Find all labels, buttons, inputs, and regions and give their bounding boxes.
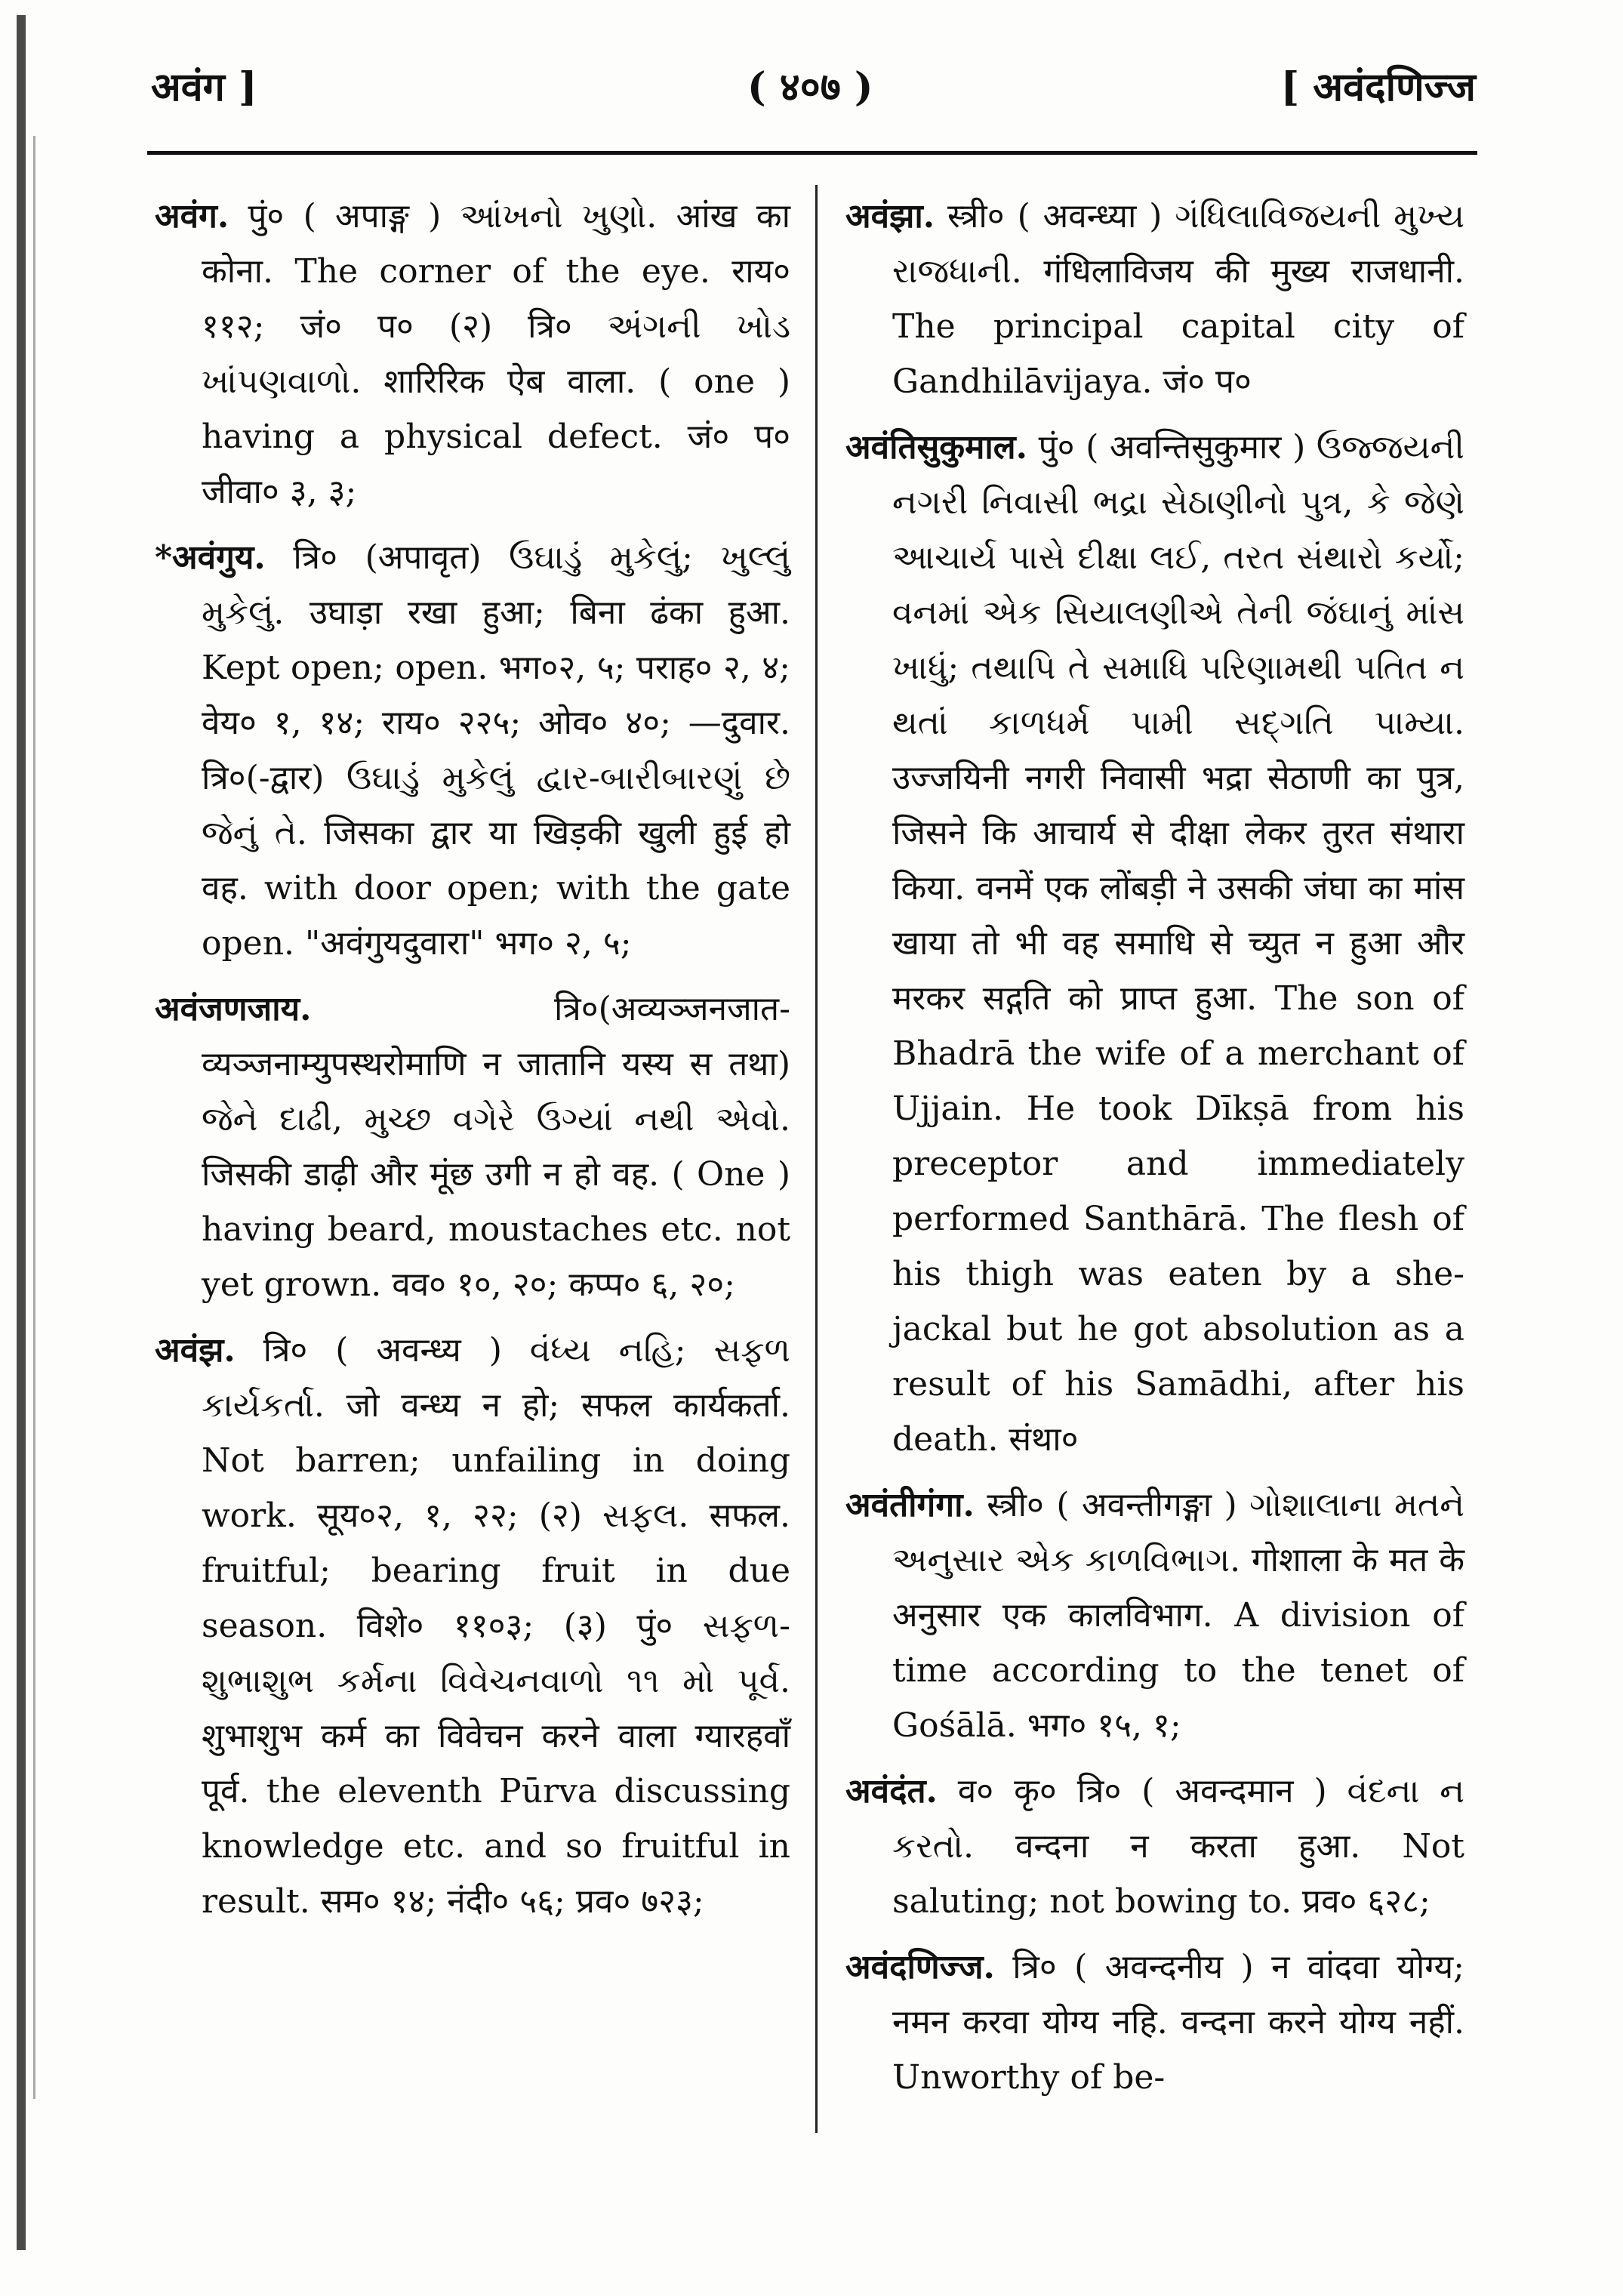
entry-headword: अवंझ. <box>155 1331 236 1370</box>
entry-headword: अवंतिसुकुमाल. <box>845 428 1027 467</box>
binding-edge-shadow <box>33 136 35 2099</box>
entry-definition: स्त्री० ( अवन्ध्या ) ગંધિલાવિજયની મુખ્ય રાજધાની. गंधिलाविजय की मुख्य राजधानी. The principal capital city of Gandhilāvijaya. जं० प० <box>892 197 1464 401</box>
entry-headword: *अवंगुय. <box>155 538 266 577</box>
entry-headword: अवंतीगंगा. <box>845 1486 975 1524</box>
entry-definition: स्त्री० ( अवन्तीगङ्गा ) ગોશાલાના મતને અનુસાર એક કાળવિભાગ. गोशाला के मत के अनुसार एक कालविभाग. A division of time according to the tenet of Gośālā. भग० १५, १; <box>892 1486 1464 1745</box>
entry-headword: अवंझा. <box>845 197 935 236</box>
dictionary-entry <box>155 189 790 519</box>
entry-definition: पुं० ( अपाङ्ग ) આંખનો ખુણો. आंख का कोना. The corner of the eye. राय० ११२; जं० प० (२) त्रि० અંગની ખોડ ખાંપણવાળો. शारिरिक ऐब वाला. ( one ) having a physical defect. जं० प० जीवा० ३, ३; <box>202 197 790 511</box>
left-column <box>155 189 790 1940</box>
column-divider <box>815 185 818 2133</box>
entry-headword: अवंजणजाय. <box>155 990 312 1028</box>
dictionary-entry <box>845 1940 1464 2105</box>
entry-definition: त्रि० ( अवन्ध्य ) વંધ્ય નહિ; સફળ કાર્યકર્તા. जो वन्ध्य न हो; सफल कार्यकर्ता. Not barren; unfailing in doing work. सूय०२, १, २२; (२) સફલ. सफल. fruitful; bearing fruit in due season. विशे० ११०३; (३) पुं० સફળ-શુભાશુભ કર્મના વિવેચનવાળો ૧૧ મો પૂર્વ. शुभाशुभ कर्म का विवेचन करने वाला ग्यारहवाँ पूर्व. the eleventh Pūrva discussing knowledge etc. and so fruitful in result. सम० १४; नंदी० ५६; प्रव० ७२३; <box>202 1331 790 1921</box>
entry-definition: त्रि० ( अवन्दनीय ) न वांदवा योग्य; नमन करवा योग्य नहि. वन्दना करने योग्य नहीं. Unworthy of be- <box>892 1948 1464 2097</box>
dictionary-entry <box>845 189 1464 409</box>
right-column <box>845 189 1464 2116</box>
entry-headword: अवंग. <box>155 197 229 236</box>
entry-definition: व० कृ० त्रि० ( अवन्दमान ) વંદના ન કરતો. वन्दना न करता हुआ. Not saluting; not bowing to. प्रव० ६२८; <box>892 1772 1464 1921</box>
entry-definition: त्रि० (अपावृत) ઉઘાડું મુકેલું; ખુલ્લું મુકેલું. उघाड़ा रखा हुआ; बिना ढंका हुआ. Kept open; open. भग०२, ५; पराह० २, ४; वेय० १, १४; राय० २२५; ओव० ४०; —दुवार. त्रि०(-द्वार) ઉઘાડું મુકેલું દ્વાર-બારીબારણું છે જેનું તે. जिसका द्वार या खिड़की खुली हुई हो वह. with door open; with the gate open. "अवंगुयदुवारा" भग० २, ५; <box>202 538 790 963</box>
entry-definition: पुं० ( अवन्तिसुकुमार ) ઉજ્જયની નગરી નિવાસી ભદ્રા સેઠાણીનો પુત્ર, કે જેણે આચાર્ય પાસે દીક્ષા લઈ, તરત સંથારો કર્યો; વનમાં એક સિયાલણીએ તેની જંઘાનું માંસ ખાધું; તથાપિ તે સમાધિ પરિણામથી પતિત ન થતાં કાળધર્મ પામી સદ્ગતિ પામ્યા. उज्जयिनी नगरी निवासी भद्रा सेठाणी का पुत्र, जिसने कि आचार्य से दीक्षा लेकर तुरत संथारा किया. वनमें एक लोंबड़ी ने उसकी जंघा का मांस खाया तो भी वह समाधि से च्युत न हुआ और मरकर सद्गति को प्राप्त हुआ. The son of Bhadrā the wife of a merchant of Ujjain. He took Dīkṣā from his preceptor and immediately performed Santhārā. The flesh of his thigh was eaten by a she-jackal but he got absolution as a result of his Samādhi, after his death. संथा० <box>892 428 1464 1459</box>
dictionary-entry <box>155 982 790 1312</box>
dictionary-entry <box>845 1764 1464 1929</box>
page-number: ( ४०७ ) <box>747 64 873 110</box>
header-rule <box>147 151 1477 155</box>
entry-definition: त्रि०(अव्यञ्जनजात-व्यञ्जनाम्युपस्थरोमाणि न जातानि यस्य स तथा) જેને દાઢી, મુચ્છ વગેરે ઉગ્યાં નથી એવો. जिसकी डाढ़ी और मूंछ उगी न हो वह. ( One ) having beard, moustaches etc. not yet grown. वव० १०, २०; कप्प० ६, २०; <box>202 990 790 1304</box>
binding-edge <box>17 15 26 2250</box>
running-head-right: [ अवंदणिज्ज <box>1280 64 1476 110</box>
dictionary-entry <box>845 420 1464 1467</box>
entry-headword: अवंदंत. <box>845 1772 938 1811</box>
dictionary-entry <box>845 1478 1464 1753</box>
running-head-left: अवंग ] <box>151 64 257 110</box>
entry-headword: अवंदणिज्ज. <box>845 1948 995 1986</box>
dictionary-entry <box>155 1323 790 1929</box>
dictionary-entry <box>155 530 790 971</box>
